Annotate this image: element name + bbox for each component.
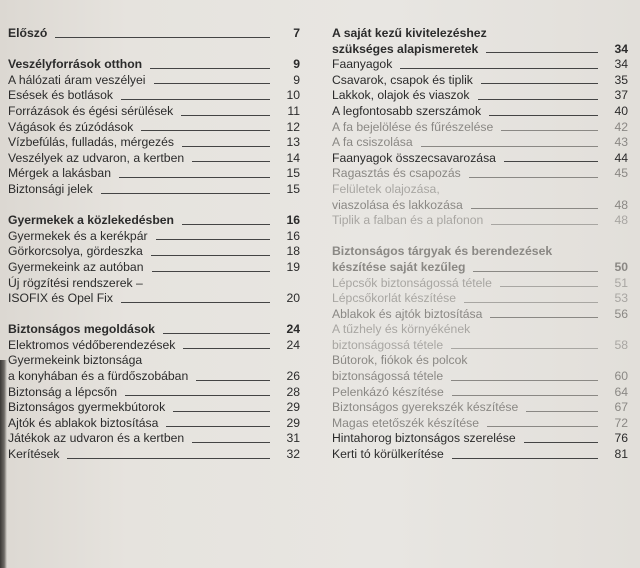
toc-entry-title: szükséges alapismeretek	[332, 41, 479, 56]
toc-page-number: 76	[614, 431, 628, 446]
toc-entry	[8, 400, 300, 416]
toc-leader-line	[451, 380, 598, 381]
toc-page-number: 48	[614, 213, 628, 228]
toc-entry-title: Felületek olajozása,	[332, 181, 440, 196]
toc-entry	[8, 104, 300, 120]
toc-leader-line	[192, 161, 270, 162]
toc-entry	[332, 120, 628, 136]
toc-entry	[8, 385, 300, 401]
toc-entry-title: Esések és botlások	[8, 88, 114, 103]
toc-entry-title: Pelenkázó készítése	[332, 384, 444, 399]
toc-entry	[8, 447, 300, 463]
toc-page-number: 9	[293, 57, 300, 72]
toc-leader-line	[500, 286, 598, 287]
toc-leader-line	[486, 52, 598, 53]
toc-page-number: 53	[614, 291, 628, 306]
toc-leader-line	[119, 177, 270, 178]
toc-entry-title: a konyhában és a fürdőszobában	[8, 369, 189, 384]
toc-leader-line	[182, 146, 270, 147]
toc-entry	[332, 338, 628, 354]
toc-entry-title: Gyermekeink biztonsága	[8, 353, 143, 368]
toc-leader-line	[181, 115, 270, 116]
section-gap	[8, 307, 300, 323]
toc-page-number: 34	[614, 41, 628, 56]
toc-entry	[332, 166, 628, 182]
toc-entry-title: Ablakok és ajtók biztosítása	[332, 306, 483, 321]
toc-page-number: 29	[286, 415, 300, 430]
toc-page-number: 11	[287, 103, 300, 118]
toc-leader-line	[192, 442, 270, 443]
toc-page-number: 50	[614, 259, 628, 274]
toc-entry-title: Biztonságos gyerekszék készítése	[332, 400, 519, 415]
toc-entry-title: Bútorok, fiókok és polcok	[332, 353, 468, 368]
toc-entry	[332, 104, 628, 120]
toc-entry	[8, 291, 300, 307]
toc-leader-line	[125, 395, 270, 396]
toc-entry	[8, 276, 300, 292]
toc-leader-line	[452, 458, 598, 459]
toc-leader-line	[163, 333, 270, 334]
toc-page-number: 28	[286, 384, 300, 399]
toc-page-number: 16	[286, 228, 300, 243]
toc-page-number: 24	[286, 322, 300, 337]
toc-entry-title: Biztonságos megoldások	[8, 322, 155, 337]
toc-section-heading	[8, 322, 300, 338]
toc-page-number: 10	[286, 88, 300, 103]
toc-leader-line	[501, 130, 598, 131]
toc-page-number: 35	[614, 72, 628, 87]
toc-entry	[8, 353, 300, 369]
toc-entry	[8, 182, 300, 198]
toc-entry-title: Csavarok, csapok és tiplik	[332, 72, 473, 87]
toc-entry-title: Görkorcsolya, gördeszka	[8, 244, 143, 259]
toc-entry	[332, 307, 628, 323]
toc-leader-line	[489, 115, 598, 116]
toc-page-number: 12	[286, 119, 300, 134]
toc-entry	[332, 135, 628, 151]
toc-entry	[8, 120, 300, 136]
toc-page-number: 51	[614, 275, 628, 290]
toc-section-heading	[8, 213, 300, 229]
toc-entry-title: Lépcsőkorlát készítése	[332, 291, 456, 306]
toc-page-number: 15	[286, 181, 300, 196]
toc-entry-title: A legfontosabb szerszámok	[332, 103, 482, 118]
toc-entry	[8, 73, 300, 89]
toc-leader-line	[151, 255, 270, 256]
toc-leader-line	[526, 411, 598, 412]
toc-leader-line	[156, 239, 270, 240]
toc-page-number: 19	[286, 259, 300, 274]
toc-entry-title: Veszélyforrások otthon	[8, 57, 143, 72]
toc-section-heading	[8, 26, 300, 42]
toc-leader-line	[471, 208, 598, 209]
toc-leader-line	[67, 458, 270, 459]
toc-entry	[332, 213, 628, 229]
toc-entry-title: Kerítések	[8, 447, 60, 462]
toc-entry	[332, 385, 628, 401]
toc-page-number: 7	[293, 26, 300, 40]
toc-entry	[332, 182, 628, 198]
toc-leader-line	[473, 271, 598, 272]
toc-entry-title: A fa bejelölése és fűrészelése	[332, 119, 494, 134]
toc-entry-title: viaszolása és lakkozása	[332, 197, 463, 212]
toc-entry-title: Magas etetőszék készítése	[332, 415, 479, 430]
toc-page-number: 40	[614, 103, 628, 118]
toc-leader-line	[504, 161, 598, 162]
toc-entry-title: A fa csiszolása	[332, 135, 413, 150]
toc-leader-line	[451, 348, 598, 349]
toc-leader-line	[154, 83, 270, 84]
toc-section-heading	[332, 26, 628, 42]
toc-leader-line	[141, 130, 270, 131]
toc-entry	[332, 291, 628, 307]
toc-entry	[332, 198, 628, 214]
toc-entry	[332, 447, 628, 463]
toc-leader-line	[101, 193, 270, 194]
toc-entry	[8, 431, 300, 447]
toc-entry-title: Mérgek a lakásban	[8, 166, 111, 181]
toc-entry	[8, 166, 300, 182]
toc-page-number: 43	[614, 135, 628, 150]
toc-entry	[332, 369, 628, 385]
toc-entry-title: készítése saját kezűleg	[332, 259, 466, 274]
toc-entry-title: Tiplik a falban és a plafonon	[332, 213, 484, 228]
toc-page-number: 34	[614, 57, 628, 72]
toc-entry	[8, 244, 300, 260]
section-gap	[8, 42, 300, 58]
toc-leader-line	[400, 68, 598, 69]
toc-entry	[8, 338, 300, 354]
toc-page-number: 45	[614, 166, 628, 181]
toc-entry-title: Gyermekek a közlekedésben	[8, 213, 174, 228]
toc-entry	[332, 400, 628, 416]
toc-entry-title: Veszélyek az udvaron, a kertben	[8, 150, 185, 165]
toc-entry-title: Hintahorog biztonságos szerelése	[332, 431, 516, 446]
toc-entry	[8, 151, 300, 167]
toc-entry-title: Lépcsők biztonságossá tétele	[332, 275, 492, 290]
toc-entry	[332, 57, 628, 73]
toc-leader-line	[524, 442, 598, 443]
toc-page-number: 32	[286, 447, 300, 462]
toc-entry	[332, 151, 628, 167]
toc-entry-title: A tűzhely és környékének	[332, 322, 471, 337]
toc-entry	[8, 135, 300, 151]
toc-section-heading	[332, 42, 628, 58]
toc-page-number: 14	[286, 150, 300, 165]
toc-entry-title: Vízbefúlás, fulladás, mérgezés	[8, 135, 174, 150]
toc-entry-title: Vágások és zúzódások	[8, 119, 134, 134]
toc-entry-title: Játékok az udvaron és a kertben	[8, 431, 185, 446]
toc-page-number: 29	[286, 400, 300, 415]
toc-leader-line	[452, 395, 598, 396]
toc-leader-line	[182, 224, 270, 225]
toc-page-number: 15	[286, 166, 300, 181]
toc-entry-title: Biztonságos gyermekbútorok	[8, 400, 166, 415]
toc-column-left	[8, 26, 300, 463]
toc-entry-title: Elektromos védőberendezések	[8, 337, 176, 352]
toc-entry-title: Biztonságos tárgyak és berendezések	[332, 244, 553, 259]
toc-entry	[8, 229, 300, 245]
toc-entry-title: Faanyagok összecsavarozása	[332, 150, 496, 165]
toc-leader-line	[196, 380, 270, 381]
toc-leader-line	[121, 302, 270, 303]
toc-section-heading	[8, 57, 300, 73]
toc-entry-title: ISOFIX és Opel Fix	[8, 291, 113, 306]
toc-entry-title: A saját kezű kivitelezéshez	[332, 26, 487, 40]
toc-column-right	[332, 26, 628, 463]
toc-entry-title: Faanyagok	[332, 57, 393, 72]
toc-entry	[8, 416, 300, 432]
toc-leader-line	[421, 146, 598, 147]
toc-page-number: 58	[614, 337, 628, 352]
toc-entry	[332, 416, 628, 432]
toc-leader-line	[481, 83, 598, 84]
toc-entry-title: Biztonság a lépcsőn	[8, 384, 118, 399]
toc-entry	[332, 73, 628, 89]
toc-entry-title: Ajtók és ablakok biztosítása	[8, 415, 159, 430]
toc-entry	[332, 322, 628, 338]
toc-page-number: 18	[286, 244, 300, 259]
toc-leader-line	[478, 99, 598, 100]
toc-entry	[8, 369, 300, 385]
toc-page-number: 60	[614, 369, 628, 384]
toc-entry-title: Forrázások és égési sérülések	[8, 103, 174, 118]
toc-section-heading	[332, 244, 628, 260]
toc-page-number: 37	[614, 88, 628, 103]
book-spine-shadow	[0, 360, 7, 568]
toc-entry-title: Biztonsági jelek	[8, 181, 93, 196]
toc-entry-title: biztonságossá tétele	[332, 369, 444, 384]
toc-leader-line	[121, 99, 270, 100]
toc-page-number: 42	[614, 119, 628, 134]
toc-page-number: 31	[286, 431, 300, 446]
toc-entry	[332, 88, 628, 104]
toc-page-number: 44	[614, 150, 628, 165]
toc-entry-title: Kerti tó körülkerítése	[332, 447, 444, 462]
section-gap	[8, 198, 300, 214]
toc-entry	[332, 353, 628, 369]
toc-leader-line	[173, 411, 270, 412]
toc-entry-title: Új rögzítési rendszerek –	[8, 275, 143, 290]
toc-entry-title: Ragasztás és csapozás	[332, 166, 461, 181]
toc-leader-line	[487, 426, 598, 427]
toc-page-number: 13	[286, 135, 300, 150]
toc-entry-title: biztonságossá tétele	[332, 337, 444, 352]
toc-entry-title: Gyermekeink az autóban	[8, 259, 144, 274]
toc-entry-title: Lakkok, olajok és viaszok	[332, 88, 470, 103]
toc-entry	[332, 276, 628, 292]
toc-leader-line	[183, 348, 270, 349]
toc-entry	[8, 88, 300, 104]
toc-leader-line	[150, 68, 270, 69]
toc-leader-line	[469, 177, 598, 178]
toc-page-number: 16	[286, 213, 300, 228]
toc-leader-line	[166, 426, 270, 427]
toc-leader-line	[152, 271, 271, 272]
toc-leader-line	[491, 224, 598, 225]
toc-section-heading	[332, 260, 628, 276]
toc-page-number: 48	[614, 197, 628, 212]
toc-entry-title: Gyermekek és a kerékpár	[8, 228, 148, 243]
toc-leader-line	[55, 37, 270, 38]
toc-page-number: 72	[614, 415, 628, 430]
toc-page-number: 56	[614, 306, 628, 321]
toc-entry-title: A hálózati áram veszélyei	[8, 72, 146, 87]
toc-leader-line	[464, 302, 598, 303]
toc-entry	[332, 431, 628, 447]
toc-page-number: 24	[286, 337, 300, 352]
toc-page-number: 81	[614, 447, 628, 462]
toc-entry-title: Előszó	[8, 26, 48, 40]
toc-page-number: 67	[614, 400, 628, 415]
toc-page-number: 26	[286, 369, 300, 384]
toc-leader-line	[490, 317, 598, 318]
toc-page-number: 20	[286, 291, 300, 306]
toc-page-number: 9	[293, 72, 300, 87]
toc-page-number: 64	[614, 384, 628, 399]
toc-entry	[8, 260, 300, 276]
section-gap	[332, 229, 628, 245]
